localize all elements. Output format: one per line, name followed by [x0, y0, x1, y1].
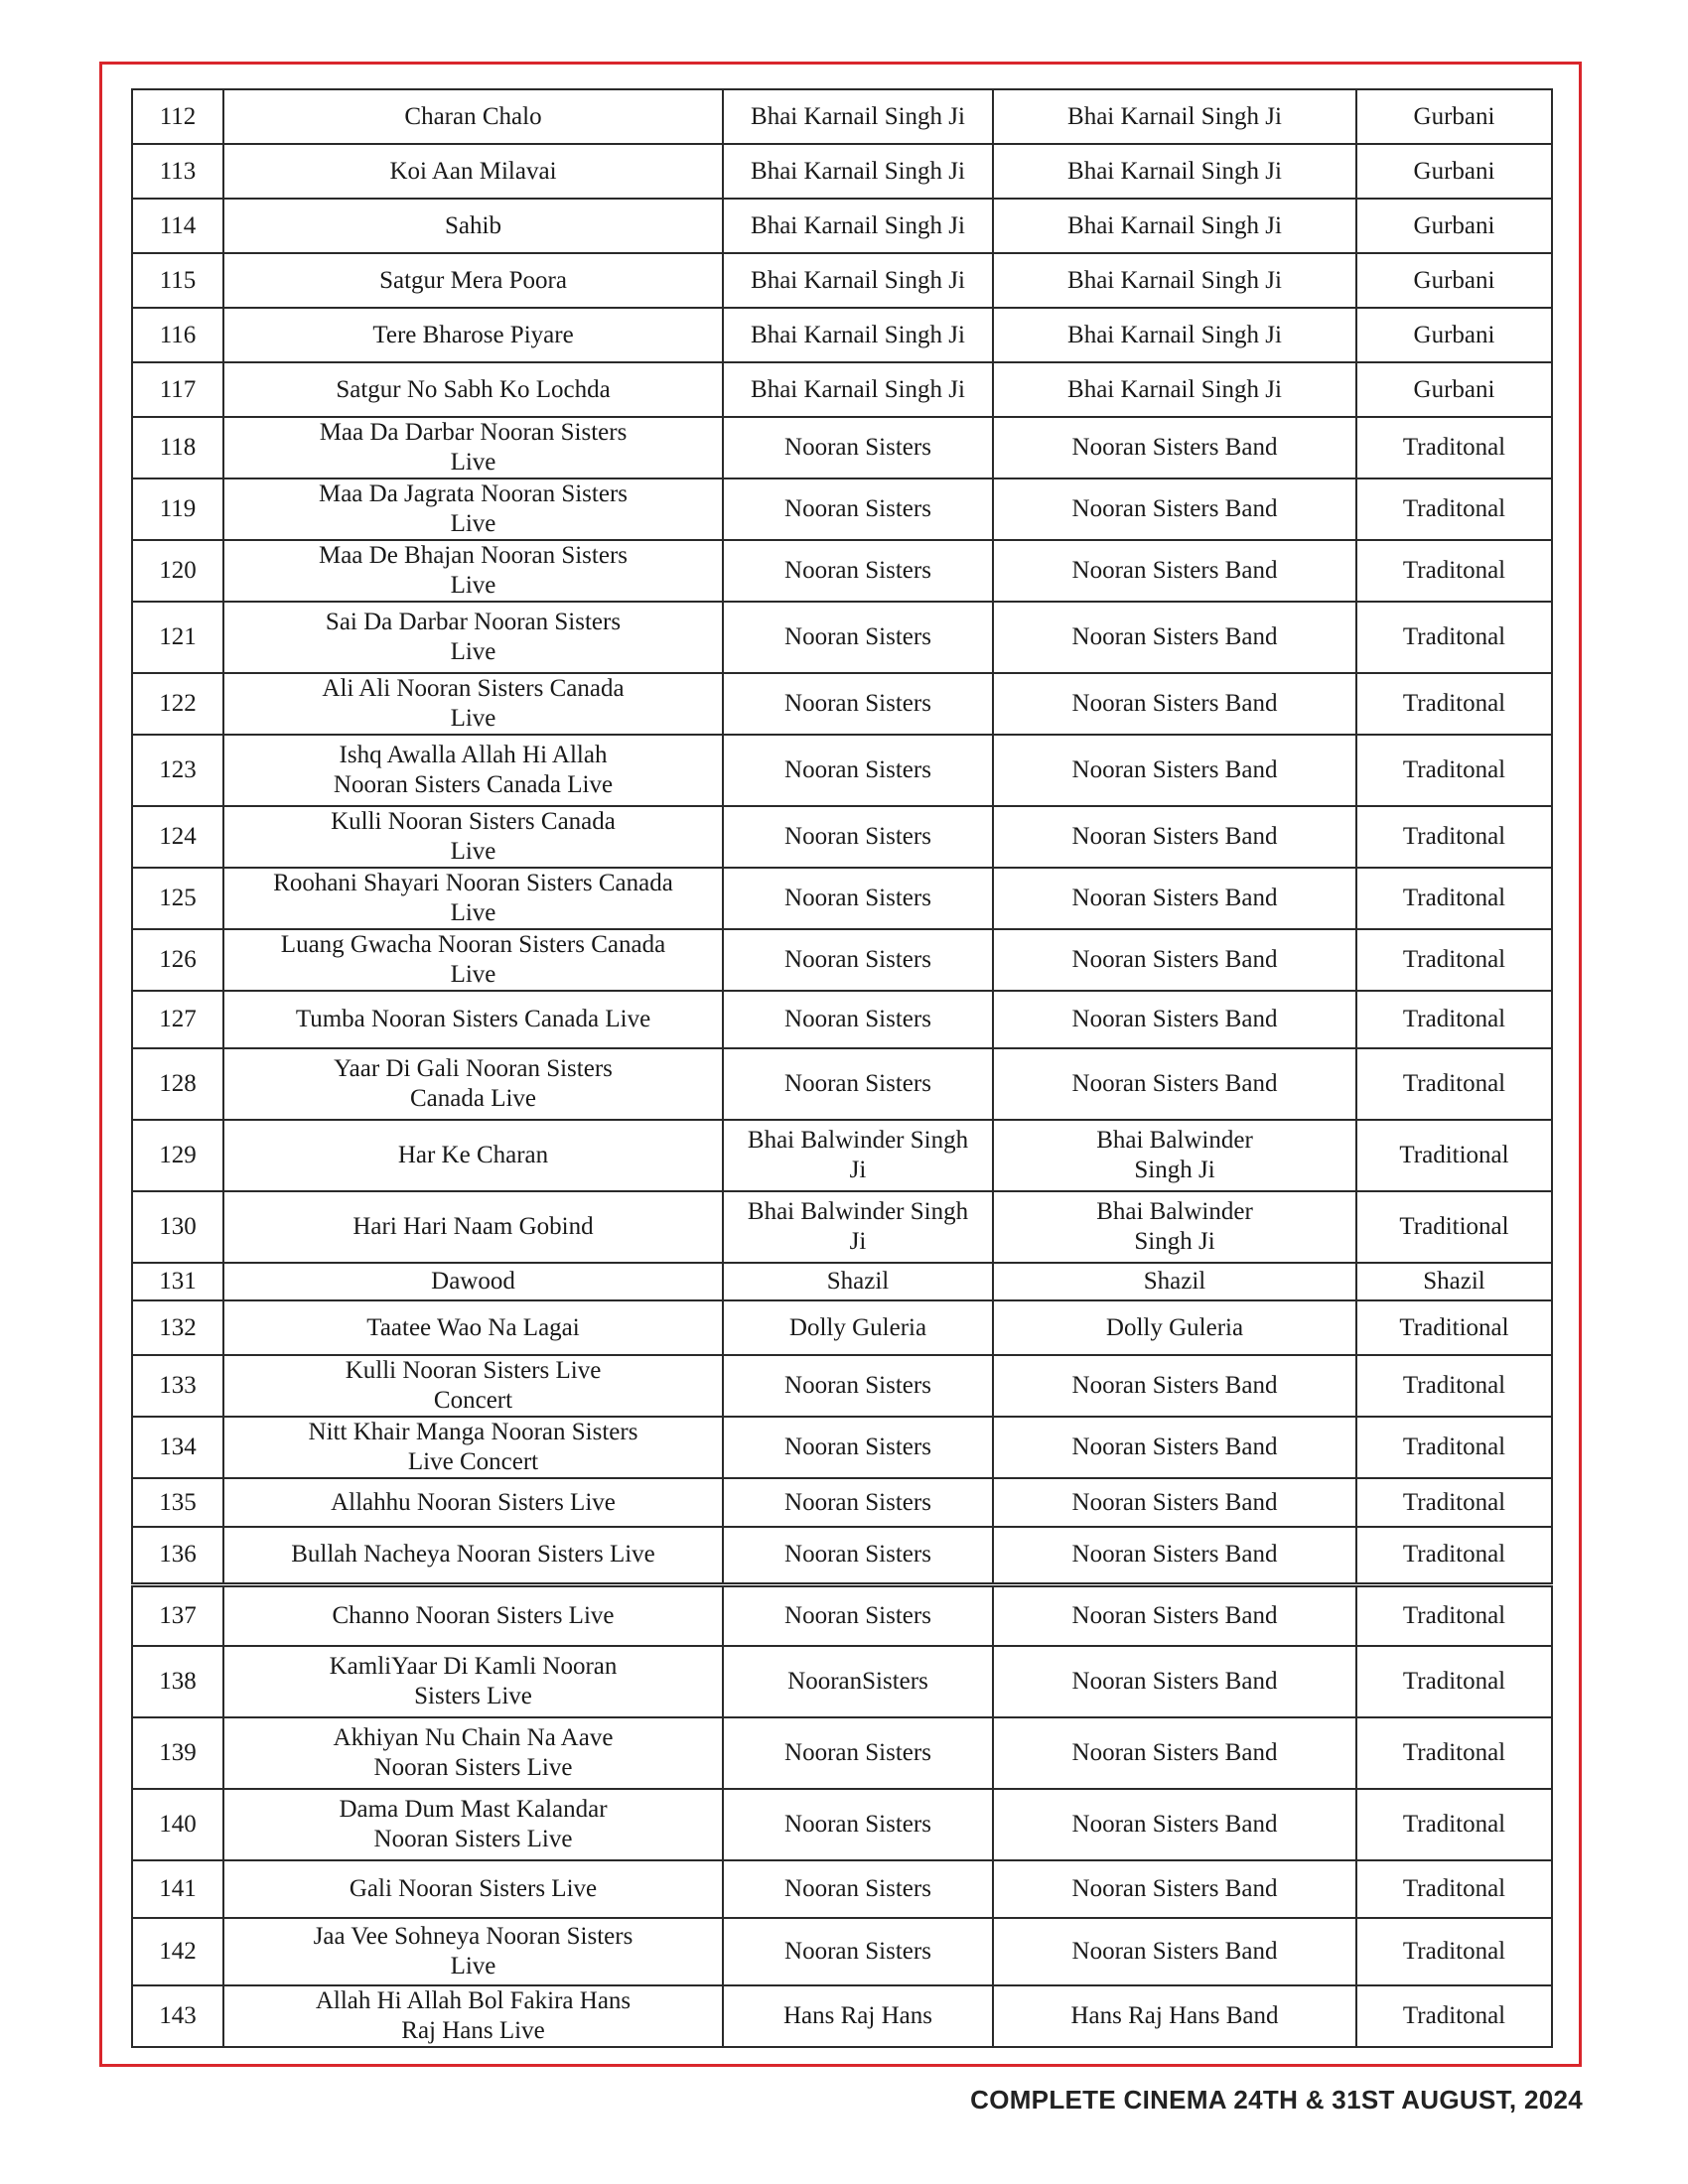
- song-title-cell: Satgur Mera Poora: [223, 253, 723, 308]
- lyricist-cell: Traditonal: [1356, 1478, 1552, 1527]
- music-director-cell: Nooran Sisters Band: [993, 673, 1356, 735]
- lyricist-cell: Traditonal: [1356, 1355, 1552, 1417]
- song-title-cell: Kulli Nooran Sisters Live Concert: [223, 1355, 723, 1417]
- singer-cell: Nooran Sisters: [723, 602, 993, 673]
- singer-cell: Bhai Karnail Singh Ji: [723, 144, 993, 199]
- lyricist-cell: Traditional: [1356, 1120, 1552, 1191]
- singer-cell: Bhai Balwinder Singh Ji: [723, 1191, 993, 1263]
- singer-cell: Bhai Balwinder Singh Ji: [723, 1120, 993, 1191]
- lyricist-cell: Traditonal: [1356, 868, 1552, 929]
- singer-cell: Nooran Sisters: [723, 929, 993, 991]
- table-row: [132, 1860, 1552, 1918]
- song-title-cell: Ali Ali Nooran Sisters Canada Live: [223, 673, 723, 735]
- song-title-cell: Jaa Vee Sohneya Nooran Sisters Live: [223, 1918, 723, 1985]
- music-director-cell: Bhai Balwinder Singh Ji: [993, 1120, 1356, 1191]
- lyricist-cell: Traditonal: [1356, 673, 1552, 735]
- music-director-cell: Nooran Sisters Band: [993, 478, 1356, 540]
- song-title-cell: Tumba Nooran Sisters Canada Live: [223, 991, 723, 1048]
- music-director-cell: Nooran Sisters Band: [993, 1646, 1356, 1717]
- table-row: [132, 673, 1552, 735]
- row-number-cell: 112: [132, 89, 223, 144]
- singer-cell: Nooran Sisters: [723, 1417, 993, 1478]
- row-number-cell: 117: [132, 362, 223, 417]
- lyricist-cell: Traditonal: [1356, 1527, 1552, 1584]
- song-title-cell: Koi Aan Milavai: [223, 144, 723, 199]
- music-director-cell: Bhai Karnail Singh Ji: [993, 144, 1356, 199]
- music-director-cell: Nooran Sisters Band: [993, 929, 1356, 991]
- row-number-cell: 124: [132, 806, 223, 868]
- singer-cell: Bhai Karnail Singh Ji: [723, 308, 993, 362]
- row-number-cell: 115: [132, 253, 223, 308]
- singer-cell: Nooran Sisters: [723, 1048, 993, 1120]
- lyricist-cell: Gurbani: [1356, 199, 1552, 253]
- table-row: [132, 1527, 1552, 1584]
- music-director-cell: Bhai Karnail Singh Ji: [993, 308, 1356, 362]
- table-row: [132, 1355, 1552, 1417]
- song-title-cell: Kulli Nooran Sisters Canada Live: [223, 806, 723, 868]
- row-number-cell: 119: [132, 478, 223, 540]
- singer-cell: Nooran Sisters: [723, 1717, 993, 1789]
- lyricist-cell: Traditonal: [1356, 806, 1552, 868]
- lyricist-cell: Gurbani: [1356, 308, 1552, 362]
- singer-cell: Nooran Sisters: [723, 1584, 993, 1646]
- table-row: [132, 1263, 1552, 1300]
- music-director-cell: Nooran Sisters Band: [993, 806, 1356, 868]
- song-title-cell: Bullah Nacheya Nooran Sisters Live: [223, 1527, 723, 1584]
- music-director-cell: Nooran Sisters Band: [993, 1717, 1356, 1789]
- lyricist-cell: Shazil: [1356, 1263, 1552, 1300]
- singer-cell: Nooran Sisters: [723, 1918, 993, 1985]
- song-title-cell: Luang Gwacha Nooran Sisters Canada Live: [223, 929, 723, 991]
- table-row: [132, 478, 1552, 540]
- lyricist-cell: Traditonal: [1356, 1048, 1552, 1120]
- music-director-cell: Bhai Karnail Singh Ji: [993, 89, 1356, 144]
- music-director-cell: Nooran Sisters Band: [993, 602, 1356, 673]
- lyricist-cell: Gurbani: [1356, 144, 1552, 199]
- singer-cell: Nooran Sisters: [723, 806, 993, 868]
- song-title-cell: Dama Dum Mast Kalandar Nooran Sisters Live: [223, 1789, 723, 1860]
- table-row: [132, 1789, 1552, 1860]
- row-number-cell: 138: [132, 1646, 223, 1717]
- table-row: [132, 1717, 1552, 1789]
- lyricist-cell: Traditonal: [1356, 1584, 1552, 1646]
- lyricist-cell: Traditonal: [1356, 1985, 1552, 2047]
- singer-cell: Bhai Karnail Singh Ji: [723, 199, 993, 253]
- song-title-cell: Maa Da Jagrata Nooran Sisters Live: [223, 478, 723, 540]
- song-title-cell: Maa Da Darbar Nooran Sisters Live: [223, 417, 723, 478]
- lyricist-cell: Traditonal: [1356, 540, 1552, 602]
- music-director-cell: Nooran Sisters Band: [993, 1478, 1356, 1527]
- singer-cell: Bhai Karnail Singh Ji: [723, 89, 993, 144]
- singer-cell: Nooran Sisters: [723, 735, 993, 806]
- song-list-table: [131, 88, 1553, 2048]
- song-title-cell: Allah Hi Allah Bol Fakira Hans Raj Hans Live: [223, 1985, 723, 2047]
- singer-cell: Nooran Sisters: [723, 417, 993, 478]
- music-director-cell: Bhai Karnail Singh Ji: [993, 362, 1356, 417]
- row-number-cell: 113: [132, 144, 223, 199]
- music-director-cell: Bhai Karnail Singh Ji: [993, 253, 1356, 308]
- row-number-cell: 131: [132, 1263, 223, 1300]
- music-director-cell: Nooran Sisters Band: [993, 1527, 1356, 1584]
- music-director-cell: Nooran Sisters Band: [993, 1355, 1356, 1417]
- table-row: [132, 1478, 1552, 1527]
- lyricist-cell: Traditonal: [1356, 1646, 1552, 1717]
- music-director-cell: Shazil: [993, 1263, 1356, 1300]
- table-row: [132, 1918, 1552, 1985]
- song-title-cell: Dawood: [223, 1263, 723, 1300]
- song-title-cell: Ishq Awalla Allah Hi Allah Nooran Sisters Canada Live: [223, 735, 723, 806]
- lyricist-cell: Gurbani: [1356, 89, 1552, 144]
- row-number-cell: 133: [132, 1355, 223, 1417]
- song-title-cell: Nitt Khair Manga Nooran Sisters Live Concert: [223, 1417, 723, 1478]
- lyricist-cell: Traditonal: [1356, 991, 1552, 1048]
- table-row: [132, 199, 1552, 253]
- singer-cell: Bhai Karnail Singh Ji: [723, 253, 993, 308]
- singer-cell: Nooran Sisters: [723, 1860, 993, 1918]
- music-director-cell: Nooran Sisters Band: [993, 735, 1356, 806]
- row-number-cell: 130: [132, 1191, 223, 1263]
- singer-cell: Nooran Sisters: [723, 1789, 993, 1860]
- lyricist-cell: Traditonal: [1356, 1918, 1552, 1985]
- row-number-cell: 136: [132, 1527, 223, 1584]
- singer-cell: Bhai Karnail Singh Ji: [723, 362, 993, 417]
- table-row: [132, 1417, 1552, 1478]
- lyricist-cell: Traditional: [1356, 1300, 1552, 1355]
- singer-cell: Nooran Sisters: [723, 1355, 993, 1417]
- row-number-cell: 129: [132, 1120, 223, 1191]
- singer-cell: Nooran Sisters: [723, 478, 993, 540]
- song-title-cell: Roohani Shayari Nooran Sisters Canada Live: [223, 868, 723, 929]
- music-director-cell: Nooran Sisters Band: [993, 1584, 1356, 1646]
- row-number-cell: 120: [132, 540, 223, 602]
- table-row: [132, 1120, 1552, 1191]
- song-title-cell: Taatee Wao Na Lagai: [223, 1300, 723, 1355]
- lyricist-cell: Gurbani: [1356, 253, 1552, 308]
- table-row: [132, 144, 1552, 199]
- lyricist-cell: Traditonal: [1356, 478, 1552, 540]
- table-row: [132, 735, 1552, 806]
- music-director-cell: Nooran Sisters Band: [993, 1789, 1356, 1860]
- row-number-cell: 127: [132, 991, 223, 1048]
- footer-publication-line: COMPLETE CINEMA 24TH & 31ST AUGUST, 2024: [970, 2085, 1583, 2115]
- lyricist-cell: Traditonal: [1356, 417, 1552, 478]
- row-number-cell: 114: [132, 199, 223, 253]
- row-number-cell: 134: [132, 1417, 223, 1478]
- lyricist-cell: Traditonal: [1356, 1860, 1552, 1918]
- song-title-cell: Gali Nooran Sisters Live: [223, 1860, 723, 1918]
- singer-cell: Nooran Sisters: [723, 991, 993, 1048]
- song-title-cell: Har Ke Charan: [223, 1120, 723, 1191]
- singer-cell: NooranSisters: [723, 1646, 993, 1717]
- table-row: [132, 362, 1552, 417]
- music-director-cell: Nooran Sisters Band: [993, 868, 1356, 929]
- music-director-cell: Hans Raj Hans Band: [993, 1985, 1356, 2047]
- song-title-cell: Sai Da Darbar Nooran Sisters Live: [223, 602, 723, 673]
- row-number-cell: 121: [132, 602, 223, 673]
- table-row: [132, 540, 1552, 602]
- table-row: [132, 1300, 1552, 1355]
- row-number-cell: 118: [132, 417, 223, 478]
- row-number-cell: 142: [132, 1918, 223, 1985]
- music-director-cell: Nooran Sisters Band: [993, 540, 1356, 602]
- row-number-cell: 135: [132, 1478, 223, 1527]
- singer-cell: Hans Raj Hans: [723, 1985, 993, 2047]
- table-row: [132, 806, 1552, 868]
- row-number-cell: 143: [132, 1985, 223, 2047]
- singer-cell: Nooran Sisters: [723, 673, 993, 735]
- table-row: [132, 991, 1552, 1048]
- lyricist-cell: Traditonal: [1356, 929, 1552, 991]
- row-number-cell: 122: [132, 673, 223, 735]
- singer-cell: Dolly Guleria: [723, 1300, 993, 1355]
- music-director-cell: Bhai Karnail Singh Ji: [993, 199, 1356, 253]
- row-number-cell: 139: [132, 1717, 223, 1789]
- song-title-cell: Akhiyan Nu Chain Na Aave Nooran Sisters Live: [223, 1717, 723, 1789]
- singer-cell: Shazil: [723, 1263, 993, 1300]
- table-row: [132, 1048, 1552, 1120]
- music-director-cell: Nooran Sisters Band: [993, 1417, 1356, 1478]
- music-director-cell: Nooran Sisters Band: [993, 1860, 1356, 1918]
- lyricist-cell: Traditonal: [1356, 602, 1552, 673]
- lyricist-cell: Gurbani: [1356, 362, 1552, 417]
- music-director-cell: Nooran Sisters Band: [993, 417, 1356, 478]
- row-number-cell: 126: [132, 929, 223, 991]
- song-title-cell: Sahib: [223, 199, 723, 253]
- singer-cell: Nooran Sisters: [723, 868, 993, 929]
- music-director-cell: Bhai Balwinder Singh Ji: [993, 1191, 1356, 1263]
- table-row: [132, 602, 1552, 673]
- singer-cell: Nooran Sisters: [723, 540, 993, 602]
- row-number-cell: 132: [132, 1300, 223, 1355]
- singer-cell: Nooran Sisters: [723, 1527, 993, 1584]
- music-director-cell: Nooran Sisters Band: [993, 1918, 1356, 1985]
- song-title-cell: Tere Bharose Piyare: [223, 308, 723, 362]
- song-title-cell: Channo Nooran Sisters Live: [223, 1584, 723, 1646]
- table-row: [132, 1646, 1552, 1717]
- row-number-cell: 116: [132, 308, 223, 362]
- song-title-cell: Charan Chalo: [223, 89, 723, 144]
- song-title-cell: Satgur No Sabh Ko Lochda: [223, 362, 723, 417]
- lyricist-cell: Traditonal: [1356, 1417, 1552, 1478]
- lyricist-cell: Traditonal: [1356, 1717, 1552, 1789]
- row-number-cell: 125: [132, 868, 223, 929]
- table-row: [132, 1584, 1552, 1646]
- table-row: [132, 89, 1552, 144]
- song-title-cell: Yaar Di Gali Nooran Sisters Canada Live: [223, 1048, 723, 1120]
- table-row: [132, 1985, 1552, 2047]
- table-row: [132, 417, 1552, 478]
- table-row: [132, 308, 1552, 362]
- music-director-cell: Nooran Sisters Band: [993, 991, 1356, 1048]
- row-number-cell: 137: [132, 1584, 223, 1646]
- song-title-cell: Hari Hari Naam Gobind: [223, 1191, 723, 1263]
- row-number-cell: 141: [132, 1860, 223, 1918]
- music-director-cell: Dolly Guleria: [993, 1300, 1356, 1355]
- row-number-cell: 123: [132, 735, 223, 806]
- table-row: [132, 929, 1552, 991]
- table-row: [132, 1191, 1552, 1263]
- singer-cell: Nooran Sisters: [723, 1478, 993, 1527]
- lyricist-cell: Traditonal: [1356, 1789, 1552, 1860]
- lyricist-cell: Traditional: [1356, 1191, 1552, 1263]
- table-body: [132, 89, 1552, 2047]
- lyricist-cell: Traditonal: [1356, 735, 1552, 806]
- row-number-cell: 128: [132, 1048, 223, 1120]
- song-title-cell: Allahhu Nooran Sisters Live: [223, 1478, 723, 1527]
- song-title-cell: KamliYaar Di Kamli Nooran Sisters Live: [223, 1646, 723, 1717]
- row-number-cell: 140: [132, 1789, 223, 1860]
- music-director-cell: Nooran Sisters Band: [993, 1048, 1356, 1120]
- song-title-cell: Maa De Bhajan Nooran Sisters Live: [223, 540, 723, 602]
- table-row: [132, 253, 1552, 308]
- table-row: [132, 868, 1552, 929]
